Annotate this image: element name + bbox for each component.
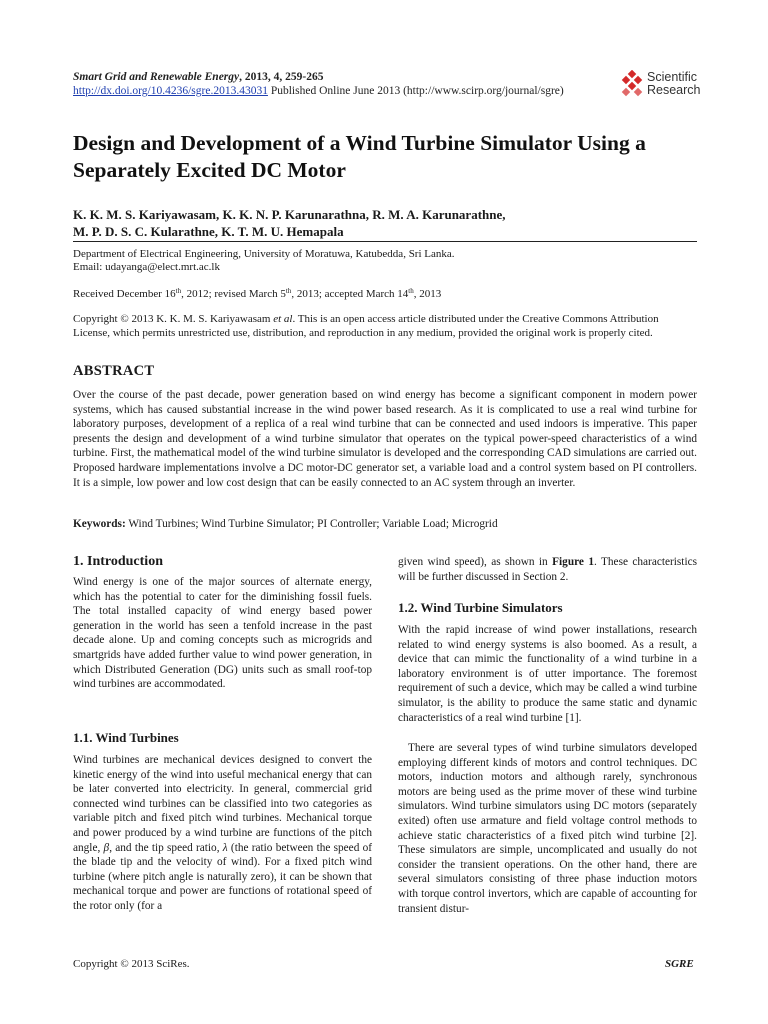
doi-line <box>73 85 564 97</box>
logo-line-1: Scientific <box>647 70 698 84</box>
revised-date: , 2012; revised March 5 <box>181 288 286 300</box>
dates-tail: , 2013 <box>413 288 442 300</box>
accepted-sup: th <box>408 287 414 295</box>
abstract-text: Over the course of the past decade, power generation based on wind energy has become a significant component in modern power systems, which has caused substantial increase in the wind power based research. As it is complicated to use a real wind turbine for laboratory purposes, development of a replica of a real wind turbine that can be connected and used indoors is imperative. This paper presents the design and development of a wind turbine simulator that operates on the typical power-speed characteristics of a wind turbine. First, the mathematical model of the wind turbine simulator is developed and the corresponding CAD simulations are carried out. Proposed hardware implementations involve a DC motor-DC generator set, a variable load and a control system based on PI controllers. It is a simple, low power and low cost design that can be easily connected to an AC system through an inverter. <box>73 389 697 489</box>
wt-text-b: , and the tip speed ratio, <box>109 841 223 854</box>
copyright-text-a: Copyright © 2013 K. K. M. S. Kariyawasam <box>73 313 274 325</box>
revised-sup: th <box>285 287 292 295</box>
affiliation: Department of Electrical Engineering, University of Moratuwa, Katubedda, Sri Lanka. <box>73 248 455 260</box>
simulators-paragraph-2: There are several types of wind turbine simulators developed employing different kinds of motors and control techniques. DC motors, induction motors and although rarely, synchronous motors are being used as the prime mover of these wind turbine simulators. Wind turbine simulators using DC motors (separately exited) often use armature and field voltage control methods to achieve static characteristics of a fixed pitch wind turbine [2]. These simulators are simple, uncomplicated and usually do not consider the transient operations. On the other hand, there are several simulators consisting of three phase induction motors with torque control invertors, which are capable of accounting for transient distur- <box>398 742 697 915</box>
accepted-date: , 2013; accepted March 14 <box>291 288 409 300</box>
publisher-logo <box>620 70 700 100</box>
journal-name: Smart Grid and Renewable Energy <box>73 71 240 83</box>
lambda-symbol: λ <box>222 841 228 854</box>
figure-reference[interactable]: Figure 1 <box>552 556 594 568</box>
copyright-etal: et al <box>273 313 293 325</box>
copyright-text-b: . This is an open access article distributed under the Creative Commons Attribution License, which permits unrestricted use, distribution, and reproduction in any medium, provided the original work is properly cited. <box>73 313 659 339</box>
paper-title: Design and Development of a Wind Turbine Simulator Using a Separately Excited DC Motor <box>73 131 646 182</box>
wind-turbines-text <box>73 753 372 914</box>
journal-citation <box>73 71 323 83</box>
received-date: Received December 16 <box>73 288 176 300</box>
section-heading-wind-turbines: 1.1. Wind Turbines <box>73 730 179 745</box>
section-heading-introduction: 1. Introduction <box>73 554 163 569</box>
authors-line-2: M. P. D. S. C. Kularathne, K. T. M. U. Hemapala <box>73 224 344 239</box>
email: Email: udayanga@elect.mrt.ac.lk <box>73 261 220 273</box>
continuation-text-a: given wind speed), as shown in <box>398 556 553 568</box>
scientific-research-logo-icon <box>620 70 646 98</box>
published-text: Published Online June 2013 (http://www.scirp.org/journal/sgre) <box>267 85 564 97</box>
footer-copyright: Copyright © 2013 SciRes. <box>73 958 190 970</box>
keywords-list: Wind Turbines; Wind Turbine Simulator; PI Controller; Variable Load; Microgrid <box>125 518 498 530</box>
copyright-notice <box>73 313 697 340</box>
footer-journal-abbrev: SGRE <box>665 958 694 970</box>
column-continuation <box>398 555 697 584</box>
wt-text-c: (the ratio between the speed of the blade tip and the velocity of wind). For a fixed pitch wind turbine (where pitch angle is naturally zero), it can be shown that mechanical torque and power are functions of rotational speed of the rotor only (for a <box>73 841 372 912</box>
doi-link[interactable]: http://dx.doi.org/10.4236/sgre.2013.43031 <box>73 85 268 97</box>
logo-text <box>647 71 701 97</box>
wt-text-a: Wind turbines are mechanical devices designed to convert the kinetic energy of the wind into useful mechanical energy that can be later converted into electricity. In general, commercial grid connected wind turbines can be classified into two categories as variable pitch and fixed pitch wind turbines. Mechanical torque and power produced by a wind turbine are functions of the pitch angle, <box>73 754 372 854</box>
authors-line-1: K. K. M. S. Kariyawasam, K. K. N. P. Karunarathna, R. M. A. Karunarathne, <box>73 207 506 222</box>
keywords <box>73 518 697 530</box>
received-dates <box>73 288 441 300</box>
simulators-paragraph-1: With the rapid increase of wind power installations, research related to wind energy systems is also boomed. As a result, a device that can mimic the functionality of a wind turbine in a laboratory environment is of utter importance. The foremost requirement of such a device, which may be called a wind turbine simulator, is the ability to produce the same static and dynamic characteristics of a real wind turbine [1]. <box>398 624 697 724</box>
continuation-text-b: . These characteristics will be further discussed in Section 2. <box>398 556 697 583</box>
author-list <box>73 206 713 240</box>
keywords-label: Keywords: <box>73 518 126 530</box>
abstract-heading: ABSTRACT <box>73 363 155 379</box>
beta-symbol: β <box>103 841 110 854</box>
journal-volume: , 2013, 4, 259-265 <box>239 71 324 83</box>
divider <box>73 241 697 242</box>
logo-line-2: Research <box>647 83 701 97</box>
affiliation-block <box>73 248 455 274</box>
received-sup: th <box>175 287 182 295</box>
section-heading-wind-turbine-simulators: 1.2. Wind Turbine Simulators <box>398 600 563 615</box>
introduction-text: Wind energy is one of the major sources of alternate energy, which has the potential to cater for the diminishing fossil fuels. The total installed capacity of wind energy based power generation in the world has seen a tenfold increase in the past decade alone. Up and coming concepts such as microgrids and smartgrids have added further value to wind power generation, in which Distributed Generation (DG) units such as small roof-top wind turbines are accommodated. <box>73 576 372 691</box>
